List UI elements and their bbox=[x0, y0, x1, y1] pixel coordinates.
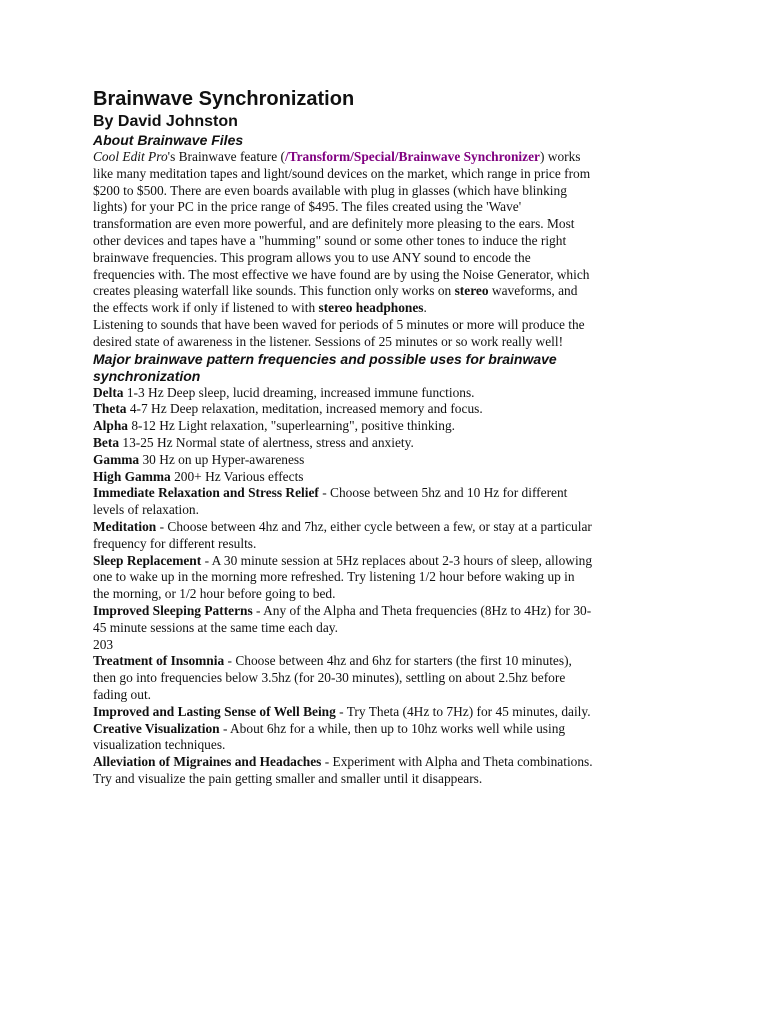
stereo-term: stereo bbox=[454, 283, 489, 299]
frequency-item: High Gamma 200+ Hz Various effects bbox=[93, 468, 304, 484]
intro-paragraph: Cool Edit Pro's Brainwave feature (/Transform/Special/Brainwave Synchronizer) works like many meditation tapes and light/sound devices on the market, which range in price from $200 to $500. There are even boards available with plug in glasses (which have blinking lights) for your PC in the price range of $495. The files created using the 'Wave' transformation are even more powerful, and are definitely more pleasing to the ears. Most other devices and tapes have a "humming" sound or some other tones to induce the right brainwave frequencies. This program allows you to use ANY sound to encode the frequencies with. The most effective we have found are by using the Noise Generator, which creates pleasing waterfall like sounds. This function only works on stereo waveforms, and the effects work if only if listened to with stereo headphones. bbox=[93, 149, 591, 316]
listening-paragraph: Listening to sounds that have been waved for periods of 5 minutes or more will produce the desired state of awareness in the listener. Sessions of 25 minutes or so work really well! bbox=[93, 316, 585, 349]
use-item: Improved Sleeping Patterns - Any of the Alpha and Theta frequencies (8Hz to 4Hz) for 30-45 minute sessions at the same time each day. bbox=[93, 602, 592, 635]
major-frequencies-heading: Major brainwave pattern frequencies and possible uses for brainwave synchronization bbox=[93, 350, 557, 384]
frequency-item: Delta 1-3 Hz Deep sleep, lucid dreaming, increased immune functions. bbox=[93, 384, 475, 400]
app-name: Cool Edit Pro bbox=[93, 149, 168, 164]
page-number: 203 bbox=[93, 636, 114, 652]
use-item: Creative Visualization - About 6hz for a while, then up to 10hz works well while using visualization techniques. bbox=[93, 720, 566, 753]
use-item: Treatment of Insomnia - Choose between 4hz and 6hz for starters (the first 10 minutes), then go into frequencies below 3.5hz (for 20-30 minutes), settling on about 2.5hz before fading out. bbox=[93, 653, 572, 702]
frequency-list bbox=[93, 385, 593, 486]
use-item: Sleep Replacement - A 30 minute session at 5Hz replaces about 2-3 hours of sleep, allowing one to wake up in the morning more refreshed. Try listening 1/2 hour before waking up in the morning, or 1/2 hour before going to bed. bbox=[93, 552, 593, 602]
menu-path: /Transform/Special/Brainwave Synchronizer bbox=[284, 149, 540, 164]
document-page bbox=[93, 86, 593, 788]
frequency-item: Gamma 30 Hz on up Hyper-awareness bbox=[93, 451, 305, 467]
uses-list-continued bbox=[93, 653, 593, 787]
uses-list bbox=[93, 485, 593, 636]
frequency-item: Alpha 8-12 Hz Light relaxation, "superlearning", positive thinking. bbox=[93, 418, 456, 434]
document-title: Brainwave Synchronization bbox=[93, 88, 355, 110]
frequency-item: Beta 13-25 Hz Normal state of alertness, stress and anxiety. bbox=[93, 434, 414, 450]
use-item: Improved and Lasting Sense of Well Being - Try Theta (4Hz to 7Hz) for 45 minutes, daily. bbox=[93, 703, 591, 719]
stereo-headphones-term: stereo headphones bbox=[318, 300, 424, 316]
about-heading: About Brainwave Files bbox=[93, 132, 244, 148]
frequency-item: Theta 4-7 Hz Deep relaxation, meditation, increased memory and focus. bbox=[93, 401, 483, 417]
use-item: Immediate Relaxation and Stress Relief - Choose between 5hz and 10 Hz for different levels of relaxation. bbox=[93, 485, 568, 518]
document-author: By David Johnston bbox=[93, 113, 238, 130]
use-item: Meditation - Choose between 4hz and 7hz, either cycle between a few, or stay at a particular frequency for different results. bbox=[93, 518, 592, 551]
use-item: Alleviation of Migraines and Headaches - Experiment with Alpha and Theta combinations. Try and visualize the pain getting smaller and smaller until it disappears. bbox=[93, 754, 593, 786]
